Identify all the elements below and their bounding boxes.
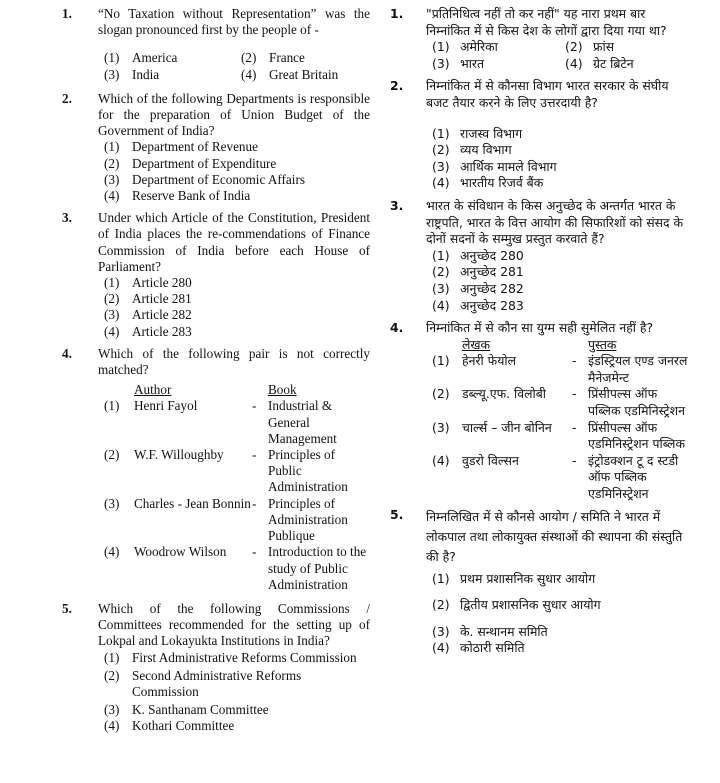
option-4[interactable]: (4) अनुच्छेद 283 [432, 297, 524, 313]
question-4-hi [390, 320, 690, 503]
option-1[interactable]: (1) America [104, 50, 178, 66]
author: Woodrow Wilson [134, 544, 227, 560]
option-3[interactable]: (3) के. सन्थानम समिति [432, 623, 548, 639]
author: हेनरी फेयोल [462, 353, 517, 369]
question-1-en [62, 6, 370, 83]
question-number: 4. [390, 320, 404, 336]
option-3[interactable]: (3) आर्थिक मामले विभाग [432, 158, 557, 174]
match-table [104, 382, 370, 593]
match-header [432, 337, 690, 354]
author: Henri Fayol [134, 398, 198, 414]
book: Principles of Public Administration [268, 447, 348, 495]
book: Introduction to the study of Public Administration [268, 544, 367, 592]
option-2[interactable]: (2) डब्ल्यू.एफ. विलोबी - प्रिंसीपल्स ऑफ पब्लिक एडमिनिस्ट्रेशन [432, 386, 690, 419]
options [426, 248, 690, 314]
question-number: 5. [390, 506, 404, 522]
book: प्रिंसीपल्स ऑफ एडमिनिस्ट्रेशन पब्लिक [588, 419, 685, 452]
option-4[interactable]: (4) Reserve Bank of India [104, 188, 251, 204]
option-1[interactable]: (1) Article 280 [104, 275, 192, 291]
book-header: Book [268, 382, 297, 398]
option-1[interactable]: (1) अमेरिका [432, 39, 498, 55]
option-3[interactable]: (3) Charles - Jean Bonnin - Principles of Administration Publique [104, 496, 370, 545]
question-text: Under which Article of the Constitution, President of India places the re-commendations of Finance Commission of India before each House of Parliament? [98, 210, 370, 274]
question-text: Which of the following pair is not correctly matched? [98, 345, 370, 378]
option-1[interactable]: (1) हेनरी फेयोल - इंडस्ट्रियल एण्ड जनरल मैनेजमेन्ट [432, 353, 690, 386]
options [426, 126, 690, 192]
question-number: 3. [390, 197, 404, 213]
book: इंडस्ट्रियल एण्ड जनरल मैनेजमेन्ट [588, 353, 688, 385]
option-4[interactable]: (4) Kothari Committee [104, 718, 235, 734]
option-3[interactable]: (3) India [104, 66, 160, 82]
question-5-en [62, 601, 370, 735]
author: डब्ल्यू.एफ. विलोबी [462, 386, 546, 402]
match-header [104, 382, 370, 398]
option-1[interactable]: (1) राजस्व विभाग [432, 125, 523, 141]
question-number: 4. [62, 345, 72, 361]
author: W.F. Willoughby [134, 447, 224, 463]
options [98, 139, 370, 204]
option-3[interactable]: (3) अनुच्छेद 282 [432, 280, 524, 296]
question-text: “No Taxation without Representation” was the slogan pronounced first by the people of - [98, 6, 370, 38]
question-2-hi [390, 78, 690, 192]
author: वुडरो विल्सन [462, 452, 519, 468]
book-header: पुस्तक [588, 336, 617, 352]
book: Principles of Administration Publique [268, 495, 348, 544]
question-text: भारत के संविधान के किस अनुच्छेद के अन्तर्गत भारत के राष्ट्रपति, भारत के वित्त आयोग की सिफारिशों को संसद के दोनों सदनों के सम्मुख प्रस्तुत करवाते हैं? [426, 197, 684, 247]
question-number: 2. [62, 90, 72, 106]
question-number: 3. [62, 210, 72, 226]
question-text: निम्नांकित में से कौनसा विभाग भारत सरकार के संघीय बजट तैयार करने के लिए उत्तरदायी है? [426, 78, 669, 110]
option-1[interactable]: (1) Department of Revenue [104, 139, 258, 155]
option-4[interactable]: (4) भारतीय रिजर्व बैंक [432, 175, 544, 191]
option-1[interactable]: (1) अनुच्छेद 280 [432, 247, 524, 263]
option-2[interactable]: (2) Department of Expenditure [104, 155, 277, 171]
question-text: निम्नलिखित में से कौनसे आयोग / समिति ने भारत में लोकपाल तथा लोकायुक्त संस्थाओं की स्थापना की संस्तुति की है? [426, 508, 683, 564]
option-2[interactable]: (2) फ्रांस [565, 39, 615, 55]
option-3[interactable]: (3) K. Santhanam Committee [104, 702, 269, 718]
option-3[interactable]: (3) Department of Economic Affairs [104, 171, 305, 187]
question-number: 1. [62, 6, 72, 21]
author: Charles - Jean Bonnin [134, 495, 251, 511]
match-table [432, 337, 690, 503]
option-2[interactable]: (2) Article 281 [104, 291, 192, 307]
question-number: 2. [390, 78, 404, 94]
author: चार्ल्स – जीन बोनिन [462, 419, 552, 435]
option-2[interactable]: (2) अनुच्छेद 281 [432, 264, 524, 280]
option-4[interactable]: (4) ग्रेट ब्रिटेन [565, 55, 634, 71]
options [98, 50, 370, 82]
option-3[interactable]: (3) चार्ल्स – जीन बोनिन - प्रिंसीपल्स ऑफ एडमिनिस्ट्रेशन पब्लिक [432, 420, 690, 453]
option-4[interactable]: (4) Woodrow Wilson - Introduction to the study of Public Administration [104, 544, 370, 593]
question-text: निम्नांकित में से कौन सा युग्म सही सुमेलित नहीं है? [426, 320, 654, 336]
option-4[interactable]: (4) Article 283 [104, 323, 192, 339]
book: इंट्रोडक्शन टू द स्टडी ऑफ पब्लिक एडमिनिस्ट्रेशन [588, 452, 679, 502]
author-header: लेखक [462, 336, 491, 352]
options [98, 275, 370, 340]
option-2[interactable]: (2) व्यय विभाग [432, 142, 512, 158]
question-3-hi [390, 198, 690, 314]
book: प्रिंसीपल्स ऑफ पब्लिक एडमिनिस्ट्रेशन [588, 386, 685, 419]
option-1[interactable]: (1) First Administrative Reforms Commission [104, 649, 357, 665]
hindi-column [390, 6, 690, 663]
option-2[interactable]: (2) W.F. Willoughby - Principles of Public Administration [104, 447, 370, 496]
options [426, 39, 690, 72]
english-column [62, 6, 370, 741]
option-2[interactable]: (2) France [241, 50, 305, 66]
question-text: Which of the following Commissions / Committees recommended for the setting up of Lokpal and Lokayukta Institutions in India? [98, 600, 370, 649]
question-text: "प्रतिनिधित्व नहीं तो कर नहीं" यह नारा प्रथम बार निम्नांकित में से किस देश के लोगों द्वारा दिया गया था? [426, 6, 667, 38]
author-header: Author [134, 382, 172, 398]
question-4-en [62, 346, 370, 593]
question-number: 5. [62, 600, 72, 616]
option-4[interactable]: (4) कोठारी समिति [432, 640, 525, 656]
option-4[interactable]: (4) Great Britain [241, 66, 339, 82]
option-3[interactable]: (3) भारत [432, 55, 485, 71]
option-1[interactable]: (1) Henri Fayol - Industrial & General Management [104, 398, 370, 447]
question-text: Which of the following Departments is responsible for the preparation of Union Budget of the Government of India? [98, 90, 370, 139]
question-2-en [62, 91, 370, 204]
option-1[interactable]: (1) प्रथम प्रशासनिक सुधार आयोग [432, 570, 596, 586]
option-4[interactable]: (4) वुडरो विल्सन - इंट्रोडक्शन टू द स्टडी ऑफ पब्लिक एडमिनिस्ट्रेशन [432, 453, 690, 503]
options [426, 571, 690, 657]
option-3[interactable]: (3) Article 282 [104, 307, 192, 323]
option-2[interactable]: (2) द्वितीय प्रशासनिक सुधार आयोग [432, 597, 601, 613]
question-5-hi [390, 507, 690, 657]
question-3-en [62, 210, 370, 340]
book: Industrial & General Management [268, 398, 337, 446]
option-2[interactable]: (2) Second Administrative Reforms Commission [104, 667, 302, 699]
question-number: 1. [390, 6, 404, 21]
question-1-hi [390, 6, 690, 72]
options [98, 650, 370, 735]
